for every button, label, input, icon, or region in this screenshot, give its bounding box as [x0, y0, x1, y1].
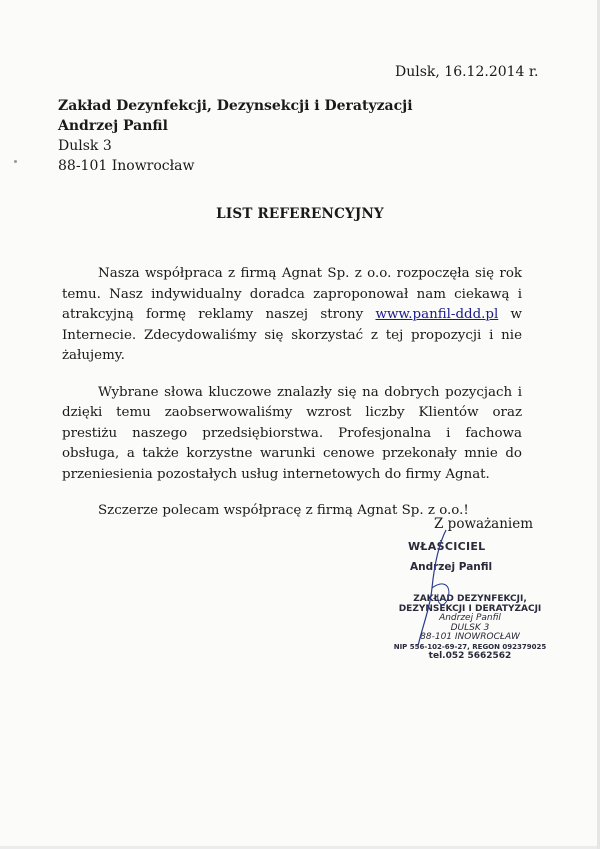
paragraph-1: [62, 264, 522, 367]
stamp-line-3: Andrzej Panfil: [439, 613, 501, 623]
stamp-line-4: DULSK 3: [450, 622, 490, 633]
stamp-company-block: [380, 595, 560, 662]
letter-title: LIST REFERENCYJNY: [216, 206, 384, 222]
stamp-line-1: ZAKŁAD DEZYNFEKCJI,: [413, 594, 527, 604]
closing-text: Z poważaniem: [434, 516, 534, 532]
addressee-company: Zakład Dezynfekcji, Dezynsekcji i Deratyzacji: [58, 98, 413, 114]
scan-speck: [14, 160, 17, 163]
stamp-line-6: NIP 556-102-69-27, REGON 092379025: [393, 642, 547, 651]
paragraph-1-start: Nasza współpraca z firmą Agnat Sp. z o.o. rozpoczęła się rok temu. Nasz indywidualny doradca zaproponował nam ciekawą i atrakcyjną formę reklamy naszej strony: [62, 266, 522, 322]
addressee-street: Dulsk 3: [58, 138, 112, 154]
stamp-owner: WŁAŚCICIEL: [408, 540, 486, 553]
stamp-line-7: tel.052 5662562: [428, 651, 512, 661]
paragraph-2: Wybrane słowa kluczowe znalazły się na dobrych pozycjach i dzięki temu zaobserwowaliśmy wzrost liczby Klientów oraz prestiżu naszego przedsiębiorstwa. Profesjonalna i fachowa obsługa, a także korzystne warunki cenowe przekonały mnie do przeniesienia pozostałych usług internetowych do firmy Agnat.: [62, 384, 522, 482]
addressee-block: [58, 96, 413, 176]
addressee-city: 88-101 Inowrocław: [58, 158, 195, 174]
stamp-name: Andrzej Panfil: [410, 561, 493, 573]
letter-date: Dulsk, 16.12.2014 r.: [395, 64, 539, 80]
stamp-line-2: DEZYNSEKCJI I DERATYZACJI: [398, 603, 542, 614]
website-link[interactable]: www.panfil-ddd.pl: [375, 307, 499, 322]
letter-body: [62, 264, 522, 538]
paragraph-3: Szczerze polecam współpracę z firmą Agnat Sp. z o.o.!: [98, 503, 469, 518]
company-stamp: [380, 540, 560, 662]
stamp-line-5: 88-101 INOWROCŁAW: [420, 632, 520, 642]
addressee-person: Andrzej Panfil: [58, 118, 168, 134]
paragraph-1-end: w Internecie. Zdecydowaliśmy się skorzystać z tej propozycji i nie żałujemy.: [62, 307, 522, 363]
